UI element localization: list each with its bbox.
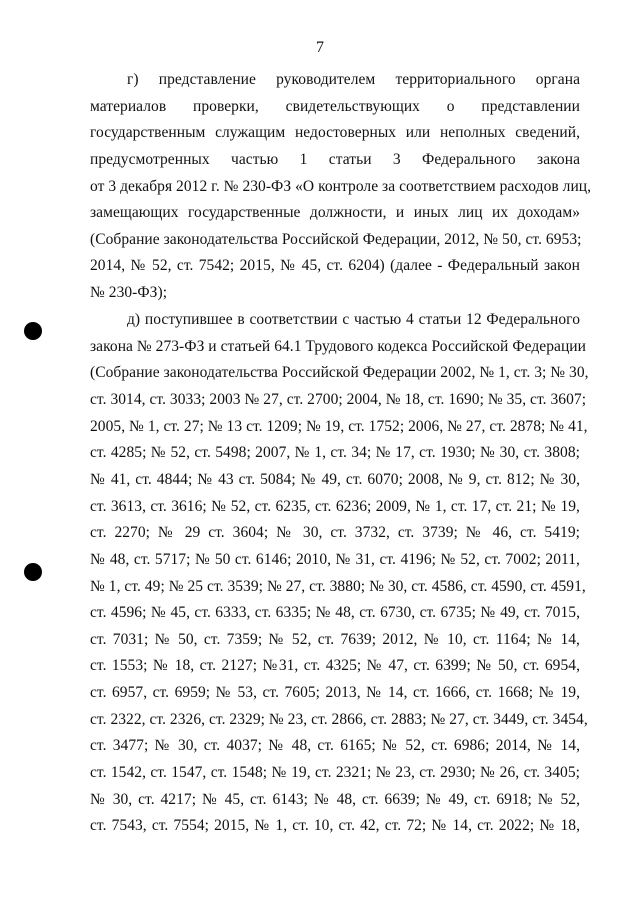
punch-hole-lower (24, 563, 42, 581)
punch-hole-upper (24, 322, 42, 340)
text-line: предусмотренных частью 1 статьи 3 Федерального закона (90, 151, 580, 168)
text-line: ст. 2322, ст. 2326, ст. 2329; № 23, ст. 2866, ст. 2883; № 27, ст. 3449, ст. 3454, (90, 711, 588, 728)
text-line: ст. 4285; № 52, ст. 5498; 2007, № 1, ст. 34; № 17, ст. 1930; № 30, ст. 3808; (90, 444, 580, 461)
text-line: № 1, ст. 49; № 25 ст. 3539; № 27, ст. 3880; № 30, ст. 4586, ст. 4590, ст. 4591, (90, 578, 586, 595)
text-line: № 230-ФЗ); (90, 284, 168, 301)
text-line: ст. 1553; № 18, ст. 2127; №31, ст. 4325; № 47, ст. 6399; № 50, ст. 6954, (90, 657, 580, 674)
text-line: ст. 2270; № 29 ст. 3604; № 30, ст. 3732, ст. 3739; № 46, ст. 5419; (90, 524, 580, 541)
text-line: ст. 3014, ст. 3033; 2003 № 27, ст. 2700; 2004, № 18, ст. 1690; № 35, ст. 3607; (90, 391, 587, 408)
text-line: д) поступившее в соответствии с частью 4 статьи 12 Федерального (127, 311, 580, 328)
text-line: ст. 7543, ст. 7554; 2015, № 1, ст. 10, ст. 42, ст. 72; № 14, ст. 2022; № 18, (90, 817, 580, 834)
text-line: ст. 6957, ст. 6959; № 53, ст. 7605; 2013, № 14, ст. 1666, ст. 1668; № 19, (90, 684, 580, 701)
text-line: г) представление руководителем территориального органа (127, 71, 580, 88)
text-line: замещающих государственные должности, и иных лиц их доходам» (90, 204, 580, 221)
text-line: ст. 1542, ст. 1547, ст. 1548; № 19, ст. 2321; № 23, ст. 2930; № 26, ст. 3405; (90, 764, 580, 781)
text-line: ст. 3613, ст. 3616; № 52, ст. 6235, ст. 6236; 2009, № 1, ст. 17, ст. 21; № 19, (90, 498, 580, 515)
text-line: ст. 7031; № 50, ст. 7359; № 52, ст. 7639; 2012, № 10, ст. 1164; № 14, (90, 631, 580, 648)
text-line: материалов проверки, свидетельствующих о представлении (90, 98, 580, 115)
text-line: № 41, ст. 4844; № 43 ст. 5084; № 49, ст. 6070; 2008, № 9, ст. 812; № 30, (90, 471, 580, 488)
page-number: 7 (316, 39, 324, 56)
text-line: от 3 декабря 2012 г. № 230-ФЗ «О контроле за соответствием расходов лиц, (90, 178, 592, 195)
text-line: № 48, ст. 5717; № 50 ст. 6146; 2010, № 31, ст. 4196; № 52, ст. 7002; 2011, (90, 551, 580, 568)
text-line: закона № 273-ФЗ и статьей 64.1 Трудового кодекса Российской Федерации (90, 338, 586, 355)
text-line: (Собрание законодательства Российской Федерации 2002, № 1, ст. 3; № 30, (90, 364, 589, 381)
text-line: ст. 4596; № 45, ст. 6333, ст. 6335; № 48, ст. 6730, ст. 6735; № 49, ст. 7015, (90, 604, 580, 621)
text-line: государственным служащим недостоверных или неполных сведений, (90, 124, 580, 141)
text-line: ст. 3477; № 30, ст. 4037; № 48, ст. 6165; № 52, ст. 6986; 2014, № 14, (90, 737, 580, 754)
text-line: (Собрание законодательства Российской Федерации, 2012, № 50, ст. 6953; (90, 231, 582, 248)
text-line: 2014, № 52, ст. 7542; 2015, № 45, ст. 6204) (далее - Федеральный закон (90, 257, 580, 274)
text-line: № 30, ст. 4217; № 45, ст. 6143; № 48, ст. 6639; № 49, ст. 6918; № 52, (90, 791, 580, 808)
text-line: 2005, № 1, ст. 27; № 13 ст. 1209; № 19, ст. 1752; 2006, № 27, ст. 2878; № 41, (90, 418, 588, 435)
